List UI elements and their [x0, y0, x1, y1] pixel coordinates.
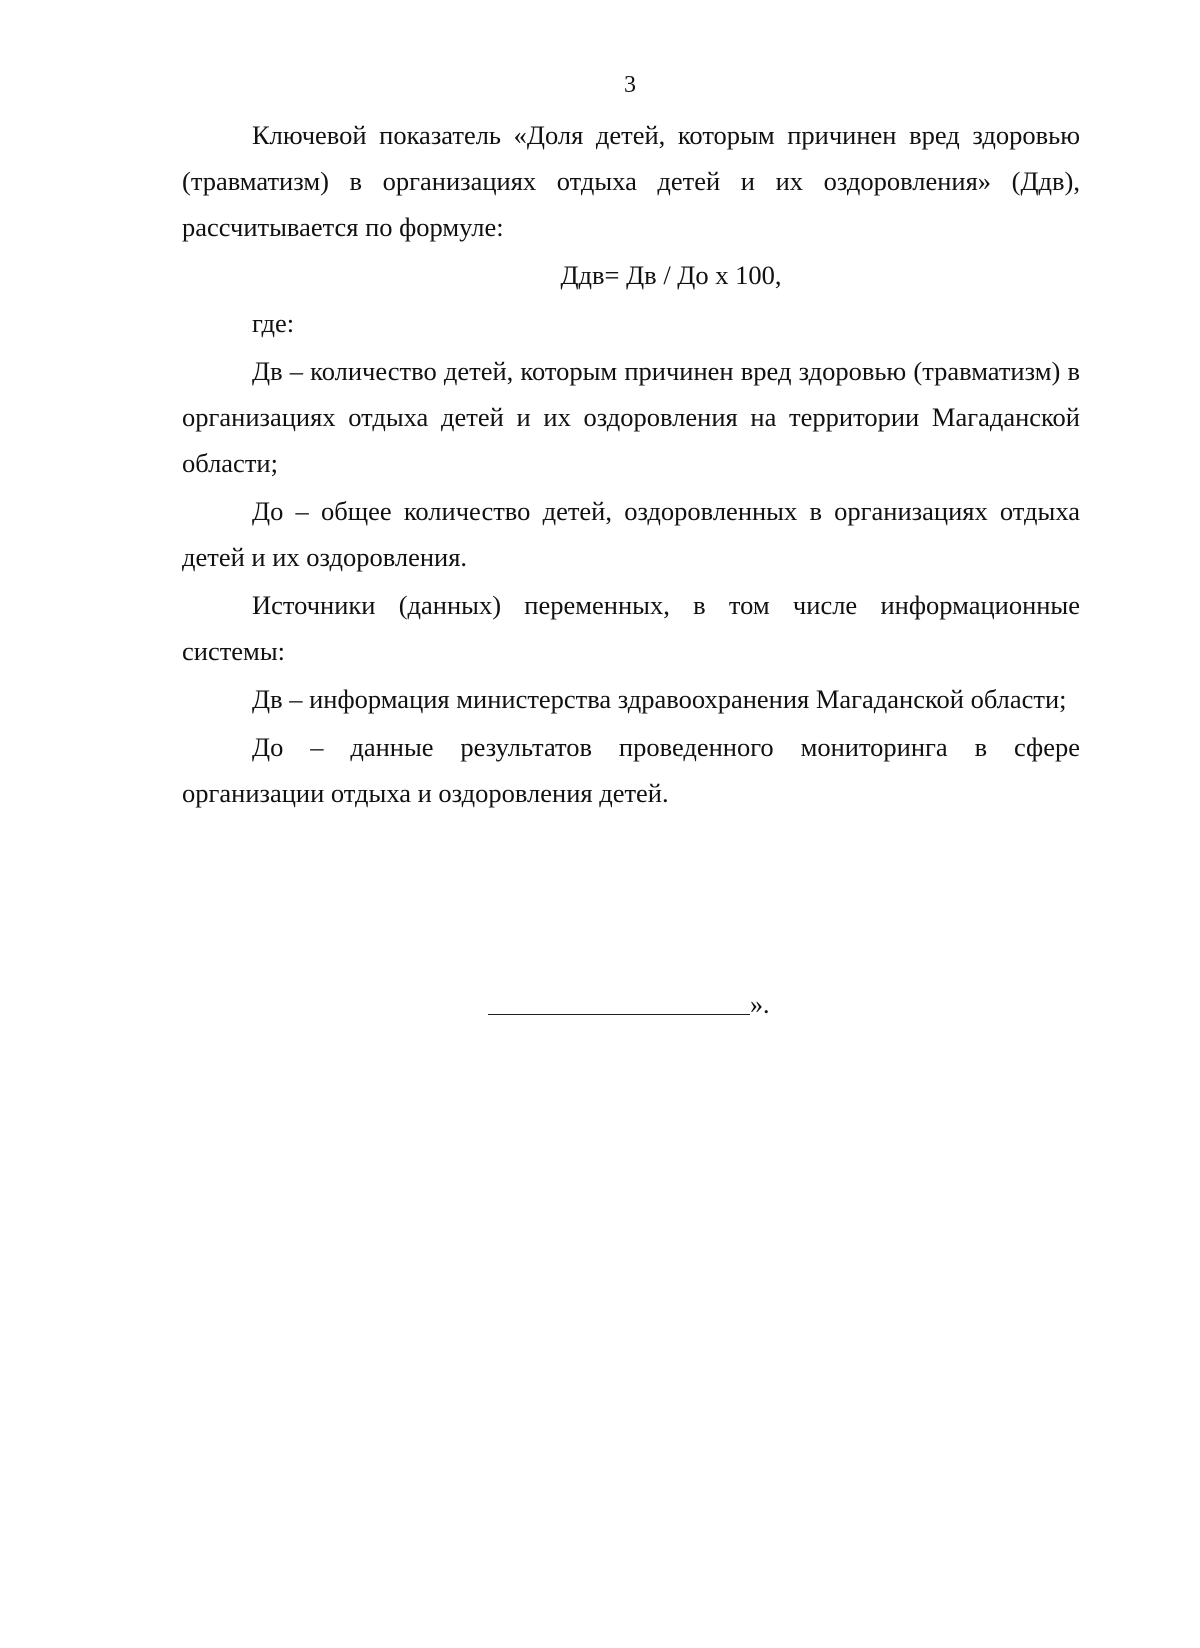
closing-quote: ». [750, 990, 770, 1019]
document-body [182, 112, 1080, 818]
source-dv: Дв – информация министерства здравоохранения Магаданской области; [252, 684, 1067, 714]
page-number: 3 [624, 72, 636, 98]
indicator-intro-paragraph: Ключевой показатель «Доля детей, которым причинен вред здоровью (травматизм) в организациях отдыха детей и их оздоровления» (Ддв), рассчитывается по формуле: [182, 120, 1080, 242]
sources-heading: Источники (данных) переменных, в том числе информационные системы: [182, 590, 1080, 666]
definition-dv: Дв – количество детей, которым причинен вред здоровью (травматизм) в организациях отдыха детей и их оздоровления на территории Магаданской области; [182, 356, 1080, 478]
closing-underline [488, 1014, 750, 1015]
definition-do: До – общее количество детей, оздоровленных в организациях отдыха детей и их оздоровления. [182, 496, 1080, 572]
where-label: где: [252, 308, 295, 338]
source-do: До – данные результатов проведенного мониторинга в сфере организации отдыха и оздоровления детей. [182, 732, 1080, 808]
closing-mark [488, 990, 788, 1020]
formula: Ддв= Дв / До х 100, [560, 260, 782, 290]
